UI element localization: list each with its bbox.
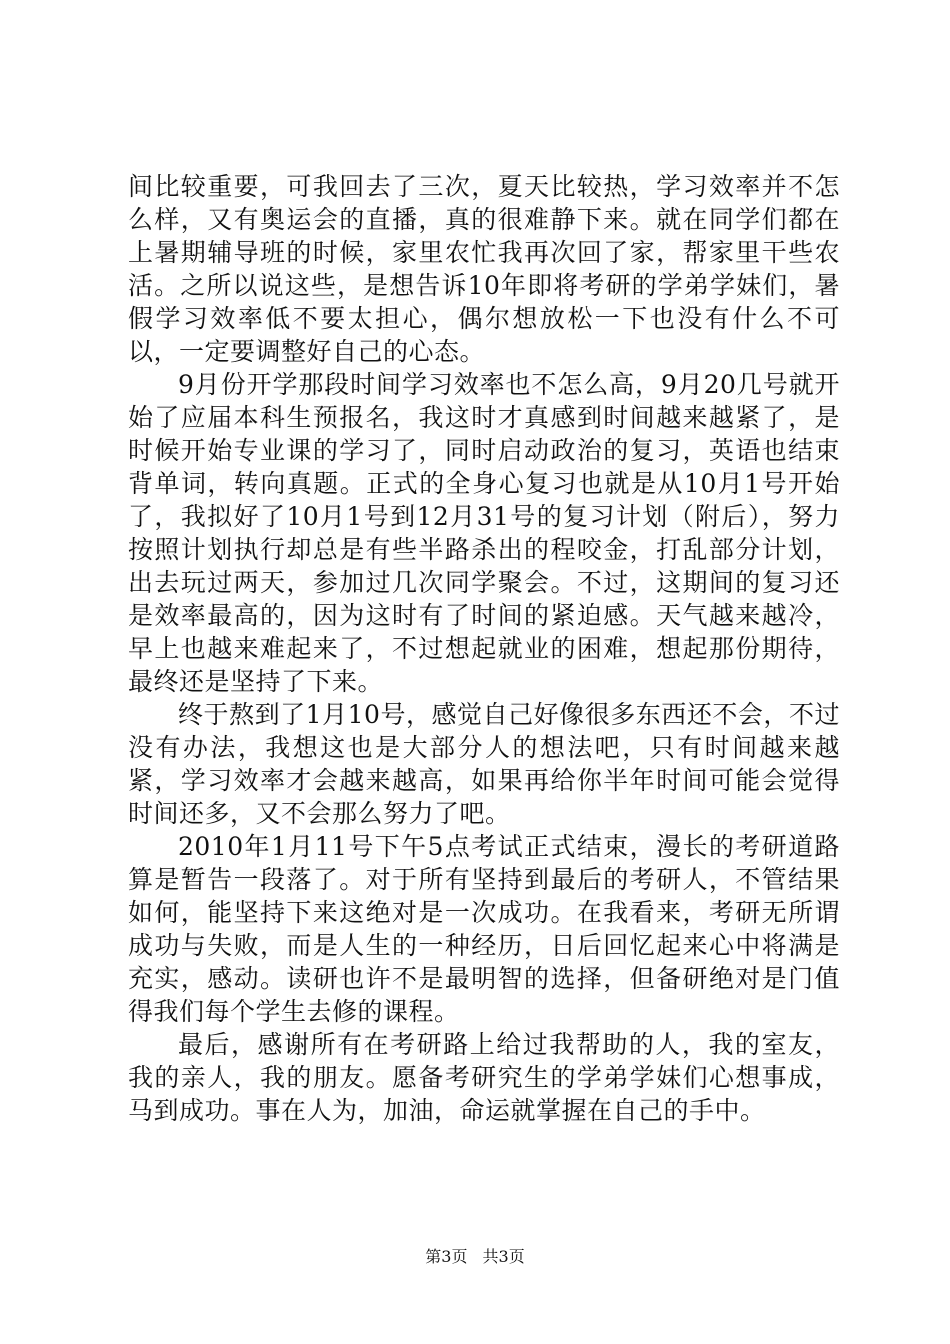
page-number: 第3页 xyxy=(425,1247,468,1266)
page-total: 共3页 xyxy=(482,1247,525,1266)
paragraph-4: 2010年1月11号下午5点考试正式结束，漫长的考研道路算是暂告一段落了。对于所有坚持到最后的考研人，不管结果如何，能坚持下来这绝对是一次成功。在我看来，考研无所谓成功与失败，而是人生的一种经历，日后回忆起来心中将满是充实，感动。读研也许不是最明智的选择，但备研绝对是门值得我们每个学生去修的课程。 xyxy=(128,832,840,1026)
page-footer xyxy=(0,1244,950,1267)
paragraph-3: 终于熬到了1月10号，感觉自己好像很多东西还不会，不过没有办法，我想这也是大部分人的想法吧，只有时间越来越紧，学习效率才会越来越高，如果再给你半年时间可能会觉得时间还多，又不会那么努力了吧。 xyxy=(128,700,840,828)
paragraph-2: 9月份开学那段时间学习效率也不怎么高，9月20几号就开始了应届本科生预报名，我这时才真感到时间越来越紧了，是时候开始专业课的学习了，同时启动政治的复习，英语也结束背单词，转向真题。正式的全身心复习也就是从10月1号开始了，我拟好了10月1号到12月31号的复习计划（附后），努力按照计划执行却总是有些半路杀出的程咬金，打乱部分计划，出去玩过两天，参加过几次同学聚会。不过，这期间的复习还是效率最高的，因为这时有了时间的紧迫感。天气越来越冷，早上也越来难起来了，不过想起就业的困难，想起那份期待，最终还是坚持了下来。 xyxy=(128,370,840,696)
paragraph-5: 最后，感谢所有在考研路上给过我帮助的人，我的室友，我的亲人，我的朋友。愿备考研究生的学弟学妹们心想事成，马到成功。事在人为，加油，命运就掌握在自己的手中。 xyxy=(128,1030,840,1125)
paragraph-1: 间比较重要，可我回去了三次，夏天比较热，学习效率并不怎么样，又有奥运会的直播，真的很难静下来。就在同学们都在上暑期辅导班的时候，家里农忙我再次回了家，帮家里干些农活。之所以说这些，是想告诉10年即将考研的学弟学妹们，暑假学习效率低不要太担心，偶尔想放松一下也没有什么不可以，一定要调整好自己的心态。 xyxy=(128,172,840,366)
document-body xyxy=(128,170,840,1127)
